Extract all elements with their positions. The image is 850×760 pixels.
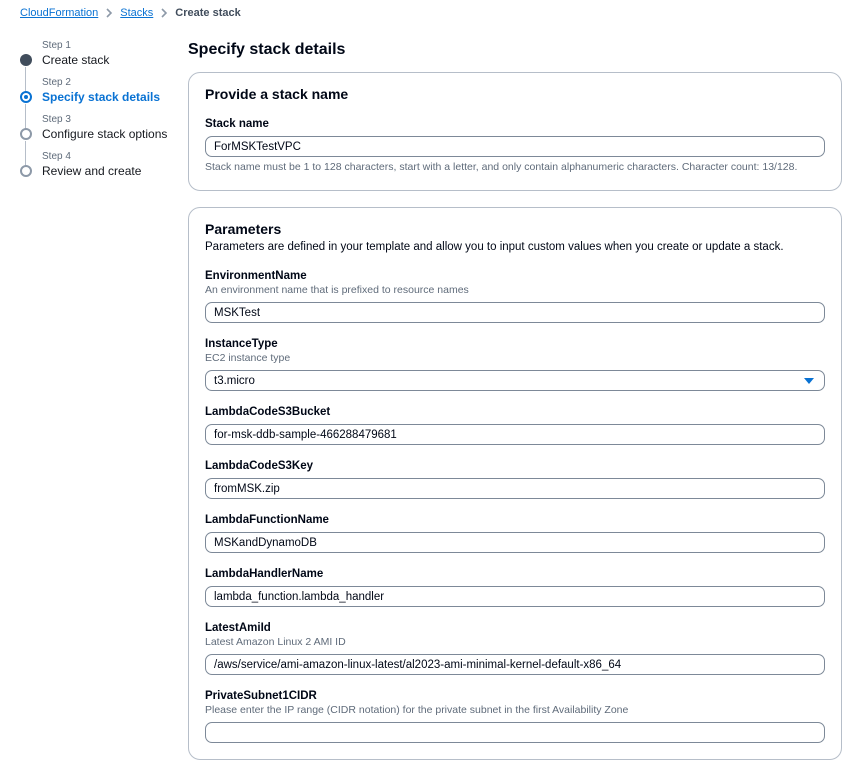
main-panel <box>188 40 842 760</box>
breadcrumb-link-stacks[interactable]: Stacks <box>120 7 154 19</box>
parameter-field-environmentname <box>205 269 825 323</box>
page-title: Specify stack details <box>188 41 346 58</box>
lambdacodes3key-input[interactable] <box>205 478 825 499</box>
step-pending-icon <box>20 165 32 177</box>
stack-name-constraint: Stack name must be 1 to 128 characters, start with a letter, and only contain alphanumeric characters. Character count: 13/128. <box>205 161 798 173</box>
step-number: Step 4 <box>42 151 71 162</box>
parameter-label: LambdaFunctionName <box>205 514 329 526</box>
parameter-field-instancetype <box>205 337 825 391</box>
lambdacodes3bucket-input[interactable] <box>205 424 825 445</box>
parameter-field-lambdacodes3key <box>205 459 825 499</box>
wizard-step-specify-stack-details[interactable] <box>20 77 188 104</box>
latestamiid-input[interactable] <box>205 654 825 675</box>
instancetype-select[interactable] <box>205 370 825 391</box>
wizard-step-configure-stack-options[interactable] <box>20 114 188 141</box>
breadcrumb-current: Create stack <box>175 7 241 19</box>
parameter-field-lambdafunctionname <box>205 513 825 553</box>
chevron-right-icon <box>160 8 168 18</box>
parameter-label: LambdaCodeS3Bucket <box>205 406 331 418</box>
parameter-field-lambdacodes3bucket <box>205 405 825 445</box>
step-number: Step 1 <box>42 40 71 51</box>
stack-name-card-title: Provide a stack name <box>205 86 349 102</box>
parameter-description: Please enter the IP range (CIDR notation) for the private subnet in the first Availability Zone <box>205 704 629 716</box>
parameter-label: LambdaHandlerName <box>205 568 324 580</box>
parameter-description: Latest Amazon Linux 2 AMI ID <box>205 636 346 648</box>
breadcrumb-link-cloudformation[interactable]: CloudFormation <box>20 7 99 19</box>
step-active-icon <box>20 91 32 103</box>
lambdahandlername-input[interactable] <box>205 586 825 607</box>
step-title[interactable]: Create stack <box>42 53 110 67</box>
stack-name-field <box>205 117 825 174</box>
wizard-steps-nav <box>20 40 188 760</box>
step-title[interactable]: Review and create <box>42 164 142 178</box>
step-title[interactable]: Configure stack options <box>42 127 168 141</box>
parameter-label: EnvironmentName <box>205 270 307 282</box>
step-pending-icon <box>20 128 32 140</box>
parameter-field-latestamiid <box>205 621 825 675</box>
wizard-step-review-and-create[interactable] <box>20 151 188 178</box>
parameter-description: An environment name that is prefixed to resource names <box>205 284 469 296</box>
chevron-right-icon <box>105 8 113 18</box>
page-content <box>0 20 850 760</box>
parameters-card <box>188 207 842 760</box>
parameters-card-title: Parameters <box>205 221 282 237</box>
wizard-step-create-stack[interactable] <box>20 40 188 67</box>
step-title[interactable]: Specify stack details <box>42 90 161 104</box>
parameter-field-privatesubnet1cidr <box>205 689 825 743</box>
parameter-description: EC2 instance type <box>205 352 291 364</box>
parameter-label: PrivateSubnet1CIDR <box>205 690 317 702</box>
stack-name-card <box>188 72 842 191</box>
parameters-card-description: Parameters are defined in your template and allow you to input custom values when you create or update a stack. <box>205 241 784 253</box>
instancetype-selected-value: t3.micro <box>214 374 255 387</box>
lambdafunctionname-input[interactable] <box>205 532 825 553</box>
privatesubnet1cidr-input[interactable] <box>205 722 825 743</box>
environmentname-input[interactable] <box>205 302 825 323</box>
parameter-label: LatestAmiId <box>205 622 271 634</box>
step-number: Step 3 <box>42 114 71 125</box>
parameter-label: InstanceType <box>205 338 278 350</box>
caret-down-icon <box>804 378 814 384</box>
parameter-field-lambdahandlername <box>205 567 825 607</box>
step-number: Step 2 <box>42 77 71 88</box>
step-completed-icon <box>20 54 32 66</box>
parameter-label: LambdaCodeS3Key <box>205 460 314 472</box>
breadcrumb <box>0 0 850 20</box>
stack-name-input[interactable] <box>205 136 825 157</box>
stack-name-label: Stack name <box>205 118 269 130</box>
